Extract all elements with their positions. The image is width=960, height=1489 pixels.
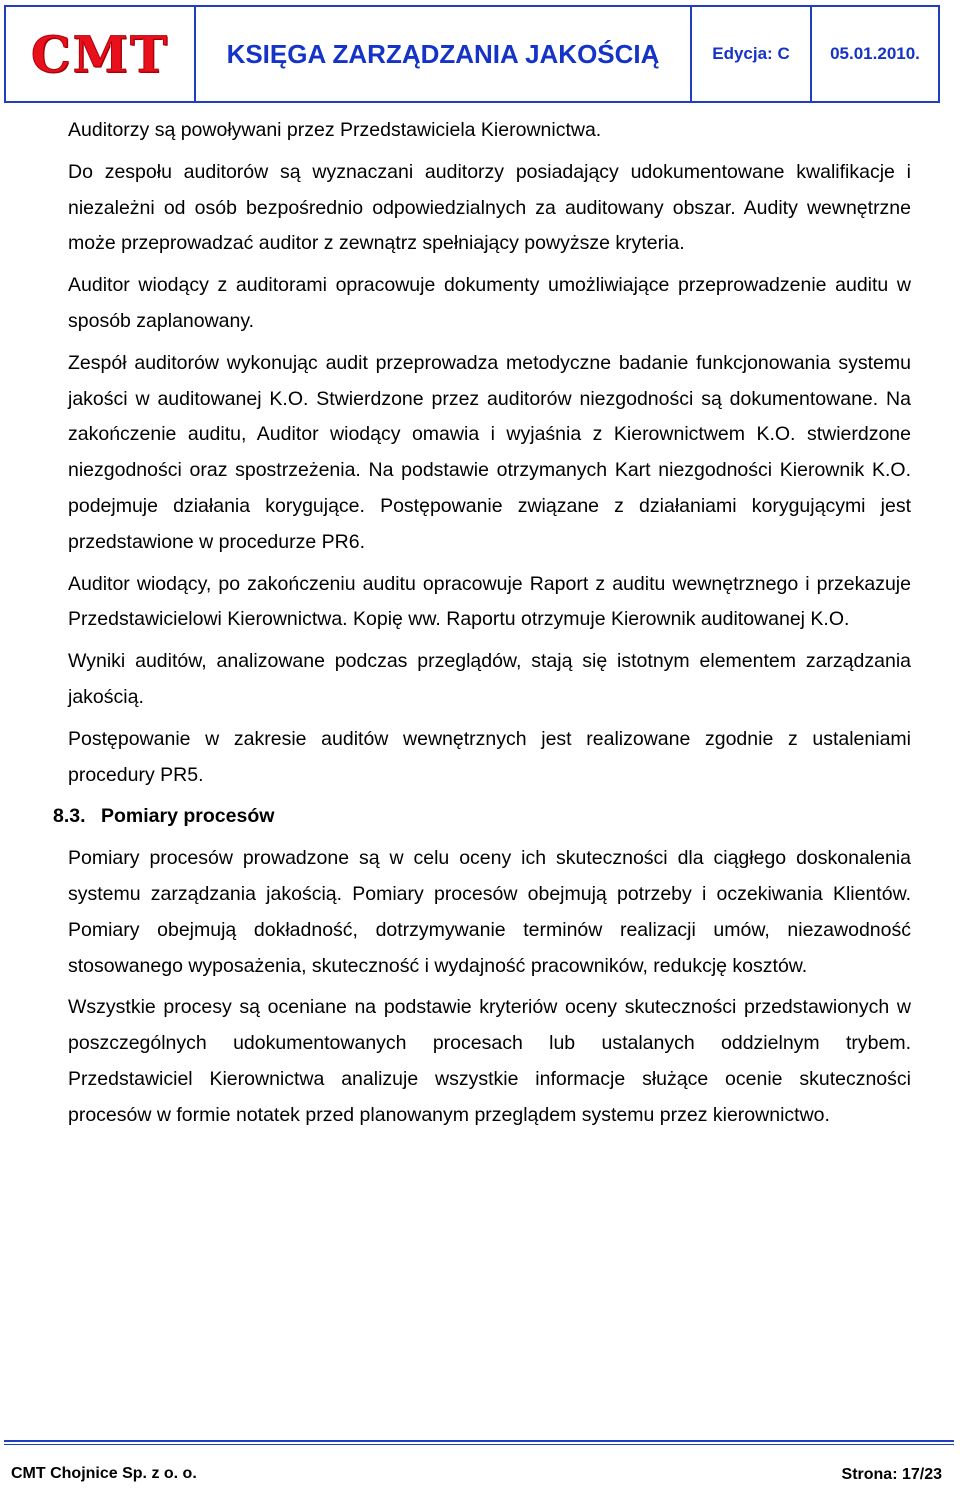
edition-label: Edycja: C — [712, 44, 790, 63]
section-number: 8.3. — [53, 805, 86, 828]
footer-divider — [4, 1440, 954, 1442]
document-title: KSIĘGA ZARZĄDZANIA JAKOŚCIĄ — [226, 38, 660, 69]
paragraph: Zespół auditorów wykonując audit przeprowadza metodyczne badanie funkcjonowania systemu jakości w auditowanej K.O. Stwierdzone przez auditorów niezgodności są dokumentowane. Na zakończenie auditu, Auditor wiodący omawia i wyjaśnia z Kierownictwem K.O. stwierdzone niezgodności oraz spostrzeżenia. Na podstawie otrzymanych Kart niezgodności Kierownik K.O. podejmuje działania korygujące. Postępowanie związane z działaniami korygującymi jest przedstawione w procedurze PR6. — [68, 351, 911, 553]
paragraph: Do zespołu auditorów są wyznaczani auditorzy posiadający udokumentowane kwalifikacje i niezależni od osób bezpośrednio odpowiedzialnych za auditowany obszar. Audity wewnętrzne może przeprowadzać auditor z zewnątrz spełniający powyższe kryteria. — [68, 160, 911, 255]
company-logo: CMT — [30, 24, 170, 84]
paragraph: Wszystkie procesy są oceniane na podstawie kryteriów oceny skuteczności przedstawionych w poszczególnych udokumentowanych procesach lub ustalanych oddzielnym trybem. Przedstawiciel Kierownictwa analizuje wszystkie informacje służące ocenie skuteczności procesów w formie notatek przed planowanym przeglądem systemu przez kierownictwo. — [68, 996, 911, 1126]
edition-cell — [692, 7, 812, 101]
edition-date: 05.01.2010. — [830, 44, 920, 63]
logo-cell — [6, 7, 196, 101]
paragraph: Auditor wiodący, po zakończeniu auditu opracowuje Raport z auditu wewnętrznego i przekazuje Przedstawicielowi Kierownictwa. Kopię ww. Raportu otrzymuje Kierownik auditowanej K.O. — [68, 572, 911, 631]
footer-divider-thin — [4, 1444, 954, 1445]
paragraph: Auditorzy są powoływani przez Przedstawiciela Kierownictwa. — [68, 119, 602, 141]
paragraph: Auditor wiodący z auditorami opracowuje dokumenty umożliwiające przeprowadzenie auditu w sposób zaplanowany. — [68, 274, 911, 332]
paragraph: Pomiary procesów prowadzone są w celu oceny ich skuteczności dla ciągłego doskonalenia systemu zarządzania jakością. Pomiary procesów obejmują potrzeby i oczekiwania Klientów. Pomiary obejmują dokładność, dotrzymywanie terminów realizacji umów, niezawodność stosowanego wyposażenia, skuteczność i wydajność pracowników, redukcję kosztów. — [68, 847, 911, 977]
document-body — [53, 113, 911, 1140]
paragraph: Wyniki auditów, analizowane podczas przeglądów, stają się istotnym elementem zarządzania jakością. — [68, 650, 911, 708]
footer-company: CMT Chojnice Sp. z o. o. — [11, 1465, 197, 1482]
title-cell — [196, 7, 692, 101]
paragraph: Postępowanie w zakresie auditów wewnętrznych jest realizowane zgodnie z ustaleniami procedury PR5. — [68, 727, 911, 786]
document-header — [4, 5, 940, 103]
page-number: Strona: 17/23 — [841, 1466, 942, 1483]
section-heading — [53, 799, 911, 835]
date-cell — [812, 7, 938, 101]
section-title: Pomiary procesów — [101, 805, 275, 828]
